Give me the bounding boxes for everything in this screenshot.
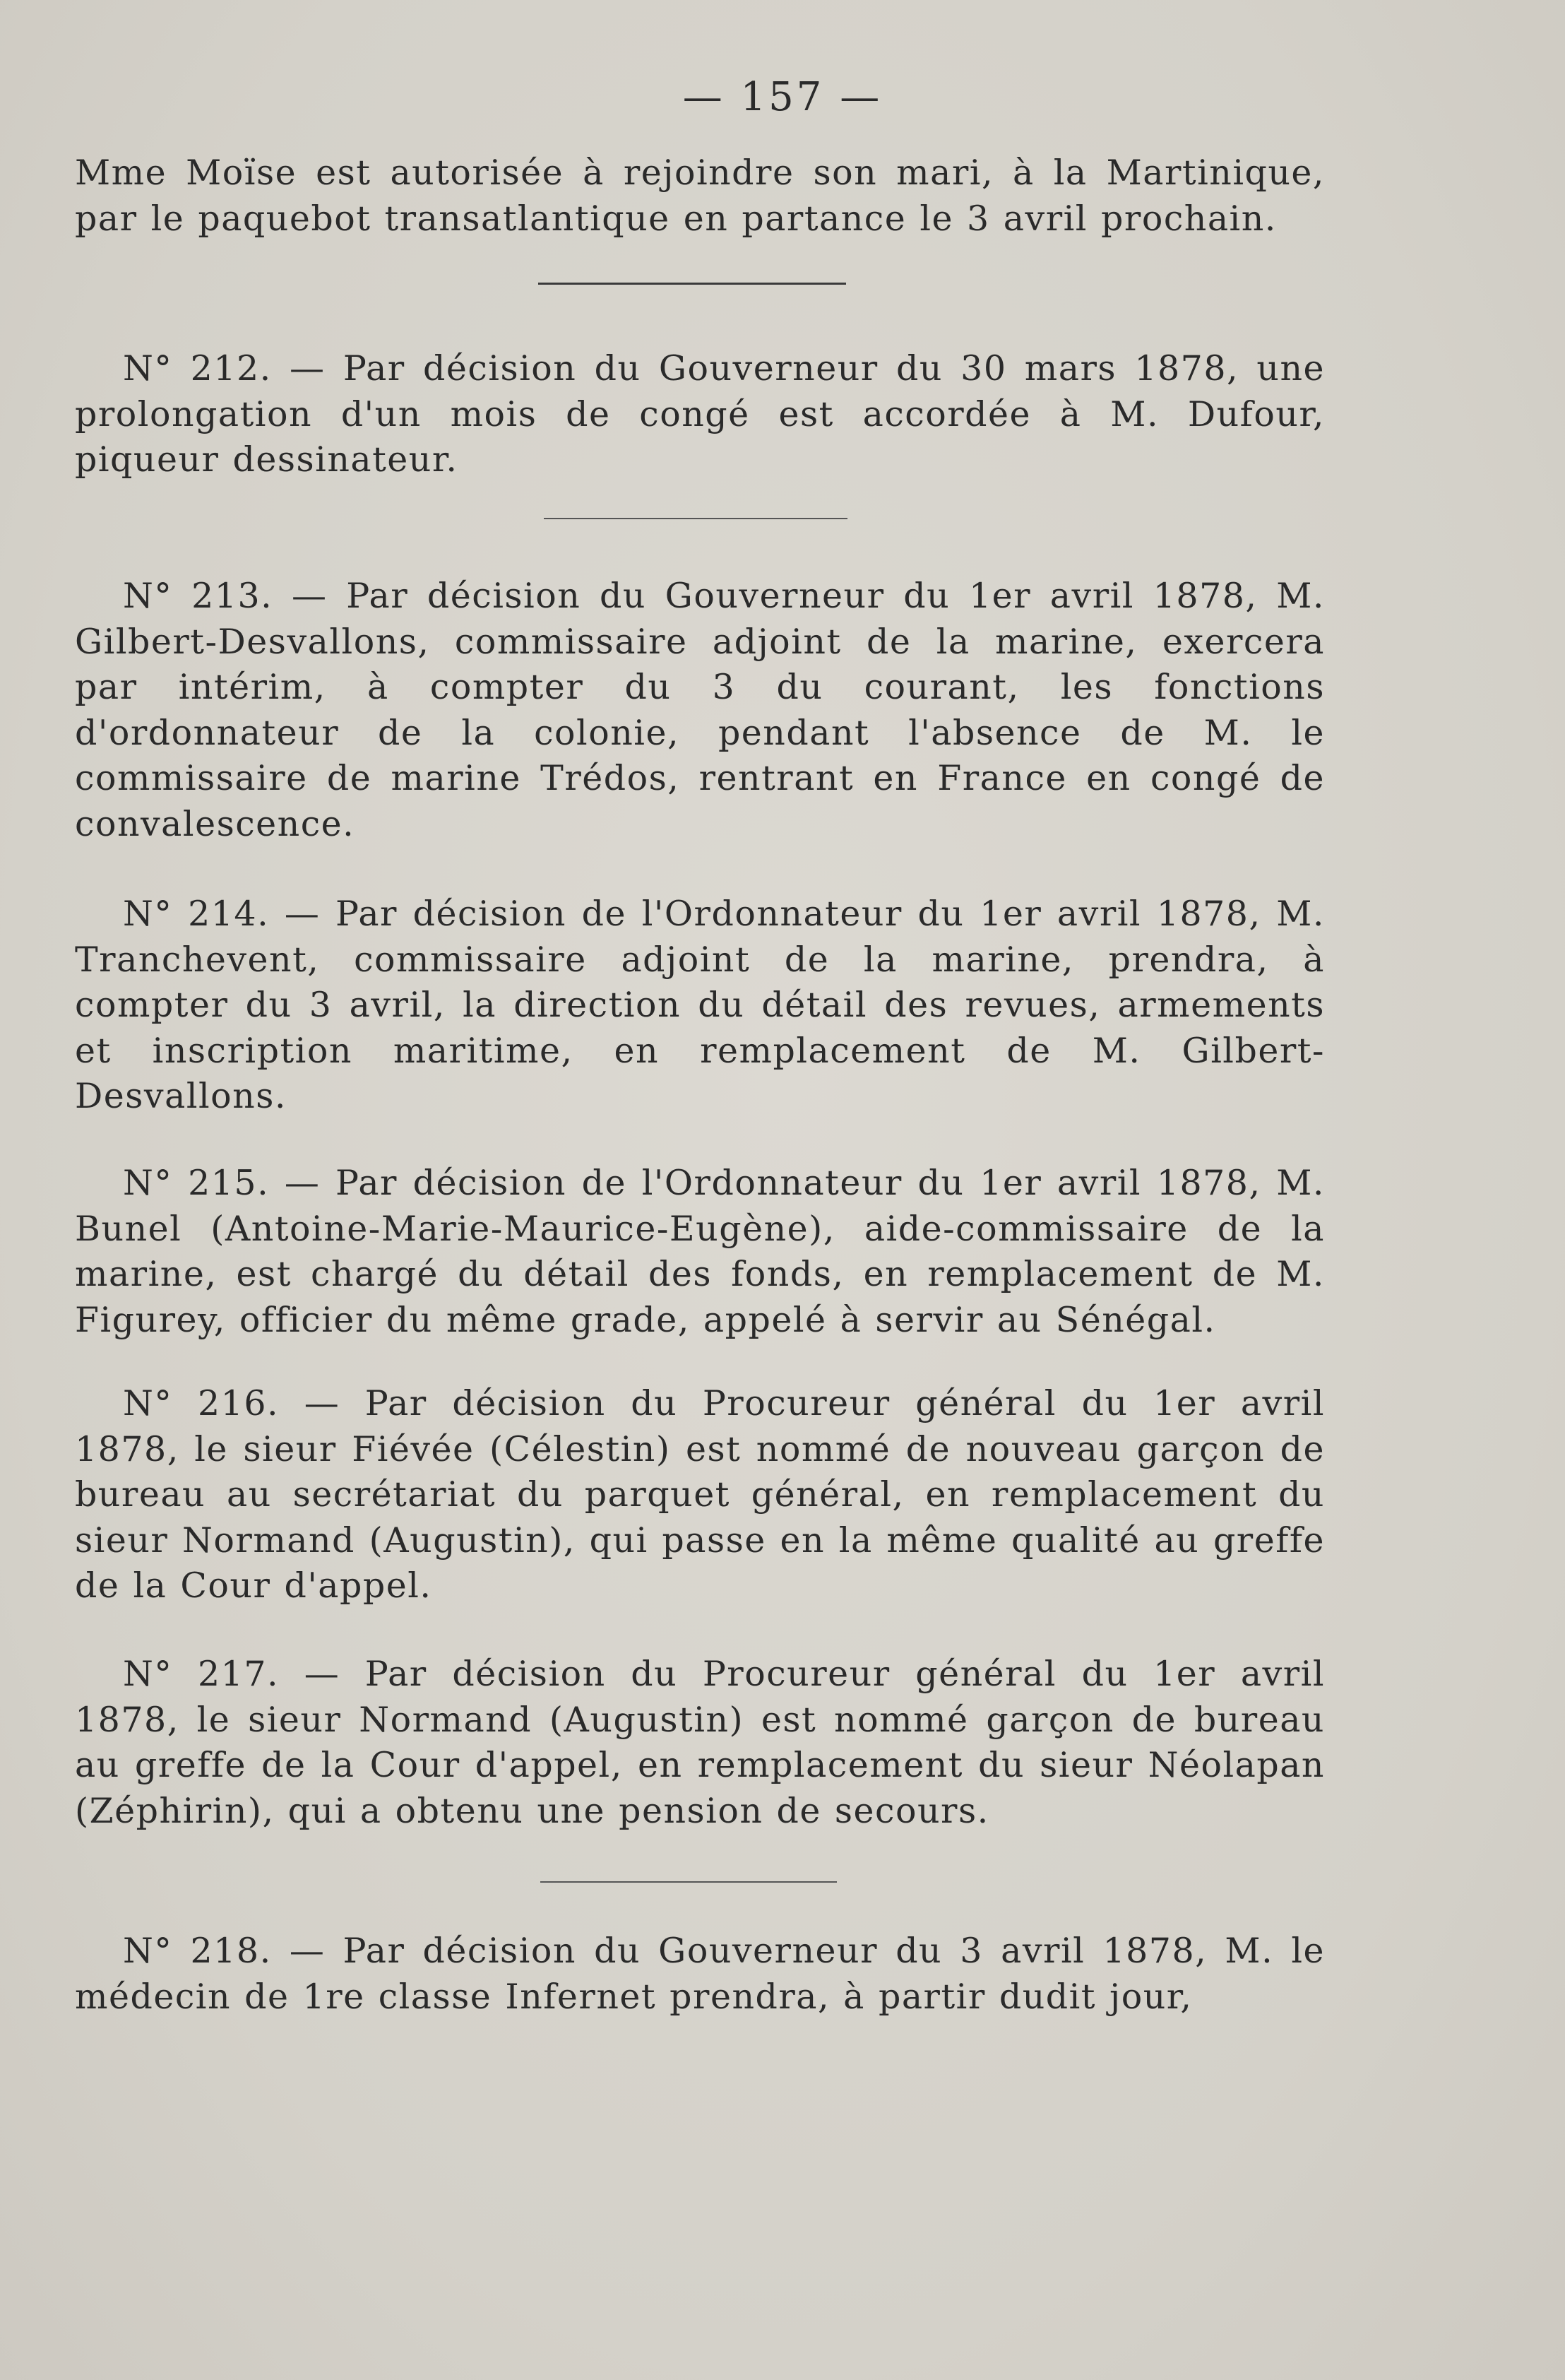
continuation-text: Mme Moïse est autorisée à rejoindre son mari, à la Martinique, par le paquebot transatlantique en partance le 3 avril prochain. bbox=[75, 153, 1325, 239]
entry-text: N° 218. — Par décision du Gouverneur du 3 avril 1878, M. le médecin de 1re classe Infernet prendra, à partir dudit jour, bbox=[75, 1931, 1325, 2017]
entry-text: N° 215. — Par décision de l'Ordonnateur du 1er avril 1878, M. Bunel (Antoine-Marie-Maurice-Eugène), aide-commissaire de la marine, est chargé du détail des fonds, en remplacement de M. Figurey, officier du même grade, appelé à servir au Sénégal. bbox=[75, 1163, 1325, 1340]
entry-217 bbox=[75, 1652, 1325, 1834]
page-number: — 157 — bbox=[682, 74, 883, 120]
entry-213 bbox=[75, 574, 1325, 847]
entry-text: N° 217. — Par décision du Procureur général du 1er avril 1878, le sieur Normand (Augustin) est nommé garçon de bureau au greffe de la Cour d'appel, en remplacement du sieur Néolapan (Zéphirin), qui a obtenu une pension de secours. bbox=[75, 1654, 1325, 1831]
continuation-paragraph bbox=[75, 150, 1325, 242]
entry-text: N° 214. — Par décision de l'Ordonnateur du 1er avril 1878, M. Tranchevent, commissaire adjoint de la marine, prendra, à compter du 3 avril, la direction du détail des revues, armements et inscription maritime, en remplacement de M. Gilbert-Desvallons. bbox=[75, 894, 1325, 1116]
entry-216 bbox=[75, 1381, 1325, 1609]
separator-rule bbox=[540, 1881, 837, 1883]
entry-text: N° 213. — Par décision du Gouverneur du 1er avril 1878, M. Gilbert-Desvallons, commissaire adjoint de la marine, exercera par intérim, à compter du 3 du courant, les fonctions d'ordonnateur de la colonie, pendant l'absence de M. le commissaire de marine Trédos, rentrant en France en congé de convalescence. bbox=[75, 576, 1325, 844]
entry-214 bbox=[75, 892, 1325, 1120]
separator-rule bbox=[538, 283, 846, 285]
entry-215 bbox=[75, 1161, 1325, 1343]
entry-212 bbox=[75, 346, 1325, 483]
separator-rule bbox=[544, 518, 847, 519]
entry-text: N° 216. — Par décision du Procureur général du 1er avril 1878, le sieur Fiévée (Célestin) est nommé de nouveau garçon de bureau au secrétariat du parquet général, en remplacement du sieur Normand (Augustin), qui passe en la même qualité au greffe de la Cour d'appel. bbox=[75, 1383, 1325, 1606]
entry-218 bbox=[75, 1929, 1325, 2020]
entry-text: N° 212. — Par décision du Gouverneur du 30 mars 1878, une prolongation d'un mois de congé est accordée à M. Dufour, piqueur dessinateur. bbox=[75, 348, 1325, 480]
